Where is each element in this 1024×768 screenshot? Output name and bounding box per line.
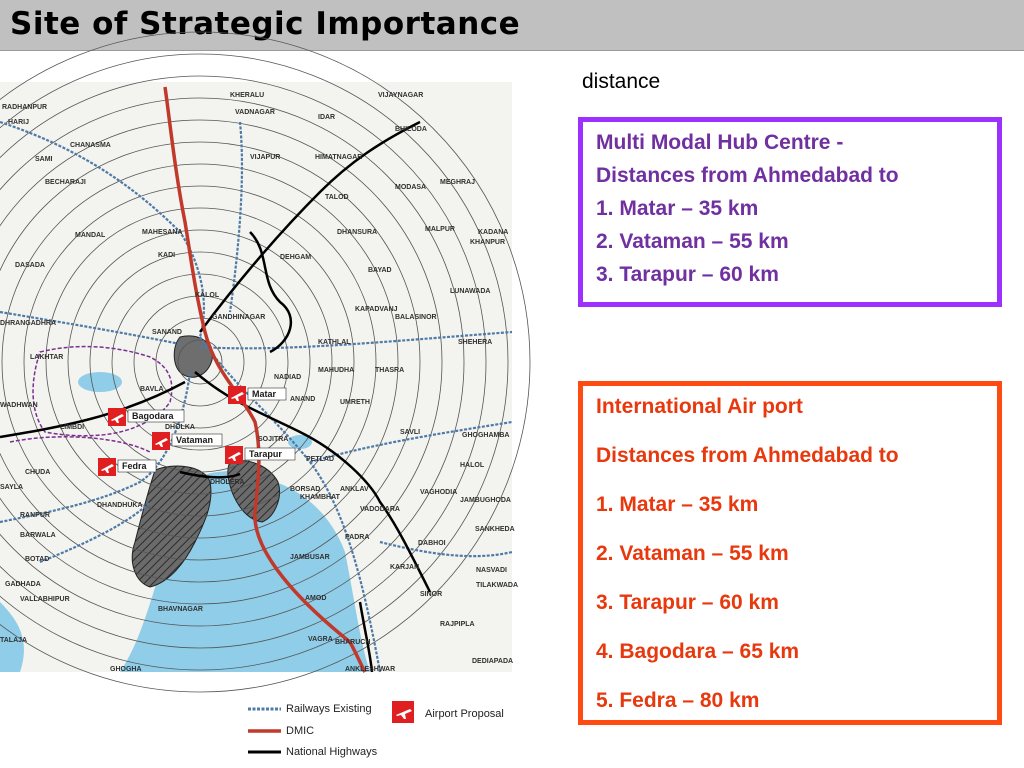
airport-marker-label: Fedra: [122, 461, 147, 471]
town-label: KHAMBHAT: [300, 494, 340, 501]
town-label: ANKLESHWAR: [345, 666, 396, 673]
town-label: WADHWAN: [0, 402, 38, 409]
town-label: DHRANGADHRA: [0, 320, 56, 327]
town-label: BORSAD: [290, 486, 321, 493]
town-label: SANAND: [152, 329, 182, 336]
town-label: THASRA: [375, 367, 405, 374]
town-label: TALOD: [325, 194, 349, 201]
town-label: VIJAYNAGAR: [378, 92, 424, 99]
town-label: MAHUDHA: [318, 367, 355, 374]
town-label: DEDIAPADA: [472, 658, 514, 665]
legend-airport-label: Airport Proposal: [425, 708, 504, 720]
town-label: RANPUR: [20, 512, 50, 519]
legend-dmic-label: DMIC: [286, 725, 315, 737]
multimodal-item: 1. Matar – 35 km: [596, 197, 759, 220]
town-label: CHANASMA: [70, 142, 111, 149]
town-label: ANAND: [290, 396, 316, 403]
town-label: BOTAD: [25, 556, 50, 563]
town-label: PETLAD: [306, 456, 334, 463]
airport-item: 1. Matar – 35 km: [596, 493, 759, 516]
multimodal-item: 2. Vataman – 55 km: [596, 230, 789, 253]
town-label: BECHARAJI: [45, 179, 86, 186]
town-label: PADRA: [345, 534, 370, 541]
town-label: CHUDA: [25, 469, 51, 476]
town-label: MALPUR: [425, 226, 455, 233]
region-map: [0, 82, 518, 673]
town-label: VALLABHIPUR: [20, 596, 70, 603]
town-label: HARIJ: [8, 119, 30, 126]
nal-sarovar: [78, 372, 122, 392]
town-label: DEHGAM: [280, 254, 312, 261]
town-label: NASVADI: [476, 567, 507, 574]
town-label: BAYAD: [368, 267, 392, 274]
town-label: VAGHODIA: [420, 489, 458, 496]
page-title: Site of Strategic Importance: [10, 6, 521, 42]
town-label: DHANDHUKA: [97, 502, 143, 509]
town-label: KADANA: [478, 229, 509, 236]
town-label: GHOGHAMBA: [462, 432, 510, 439]
town-label: BHILODA: [395, 126, 427, 133]
legend-highways-label: National Highways: [286, 746, 378, 758]
town-label: LAKHTAR: [30, 354, 64, 361]
town-label: KAPADVANJ: [355, 306, 398, 313]
town-label: LUNAWADA: [450, 288, 491, 295]
town-label: SINOR: [420, 591, 443, 598]
airport-item: 2. Vataman – 55 km: [596, 542, 789, 565]
town-label: MEGHRAJ: [440, 179, 476, 186]
town-label: MAHESANA: [142, 229, 183, 236]
town-label: BAVLA: [140, 386, 164, 393]
town-label: NADIAD: [274, 374, 302, 381]
town-label: MANDAL: [75, 232, 106, 239]
town-label: VADNAGAR: [235, 109, 275, 116]
town-label: KATHLAL: [318, 339, 351, 346]
airport-marker-label: Vataman: [176, 435, 214, 445]
town-label: ANKLAV: [340, 486, 369, 493]
town-label: JAMBUGHODA: [460, 497, 511, 504]
town-label: DABHOI: [418, 540, 446, 547]
town-label: SHEHERA: [458, 339, 493, 346]
town-label: SANKHEDA: [475, 526, 515, 533]
town-label: UMRETH: [340, 399, 370, 406]
multimodal-hub-box: [578, 117, 1002, 307]
town-label: BHAVNAGAR: [158, 606, 203, 613]
town-label: VADODARA: [360, 506, 400, 513]
town-label: HALOL: [460, 462, 485, 469]
airport-item: 3. Tarapur – 60 km: [596, 591, 779, 614]
region-map-svg: [0, 82, 518, 673]
airport-marker-label: Bagodara: [132, 411, 174, 421]
multimodal-item: 3. Tarapur – 60 km: [596, 263, 779, 286]
town-label: JAMBUSAR: [290, 554, 330, 561]
town-label: AMOD: [305, 595, 327, 602]
map-legend: [245, 700, 515, 764]
town-label: MODASA: [395, 184, 427, 191]
town-label: LIMBDI: [60, 424, 85, 431]
town-label: TALAJA: [0, 637, 28, 644]
airport-heading: International Air port: [596, 395, 803, 418]
town-label: BALASINOR: [395, 314, 437, 321]
town-label: RADHANPUR: [2, 104, 48, 111]
town-label: KHANPUR: [470, 239, 505, 246]
town-label: DHOLERA: [210, 479, 245, 486]
town-label: KARJAN: [390, 564, 420, 571]
title-bar: [0, 0, 1024, 51]
town-label: VIJAPUR: [250, 154, 281, 161]
legend-railways-label: Railways Existing: [286, 703, 372, 715]
airport-marker-label: Matar: [252, 389, 277, 399]
town-label: KALOL: [195, 292, 220, 299]
airport-marker-label: Tarapur: [249, 449, 282, 459]
town-label: SOJITRA: [258, 436, 289, 443]
town-label: BARWALA: [20, 532, 56, 539]
town-label: KADI: [158, 252, 176, 259]
airport-item: 4. Bagodara – 65 km: [596, 640, 800, 663]
airport-subheading: Distances from Ahmedabad to: [596, 444, 899, 467]
town-label: GADHADA: [5, 581, 41, 588]
town-label: GHOGHA: [110, 666, 142, 673]
town-label: RAJPIPLA: [440, 621, 475, 628]
town-label: IDAR: [318, 114, 336, 121]
town-label: KHERALU: [230, 92, 265, 99]
town-label: GANDHINAGAR: [212, 314, 266, 321]
multimodal-heading: Multi Modal Hub Centre -: [596, 131, 844, 154]
town-label: BHARUCH: [335, 639, 371, 646]
airport-item: 5. Fedra – 80 km: [596, 689, 760, 712]
town-label: SAMI: [35, 156, 53, 163]
town-label: HIMATNAGAR: [315, 154, 363, 161]
multimodal-subheading: Distances from Ahmedabad to: [596, 164, 899, 187]
distance-label: distance: [582, 70, 661, 93]
airport-box: [578, 381, 1002, 725]
town-label: VAGRA: [308, 636, 333, 643]
town-label: SAYLA: [0, 484, 24, 491]
town-label: TILAKWADA: [476, 582, 518, 589]
town-label: SAVLI: [400, 429, 421, 436]
town-label: DHOLKA: [165, 424, 195, 431]
town-label: DHANSURA: [337, 229, 378, 236]
town-label: DASADA: [15, 262, 45, 269]
